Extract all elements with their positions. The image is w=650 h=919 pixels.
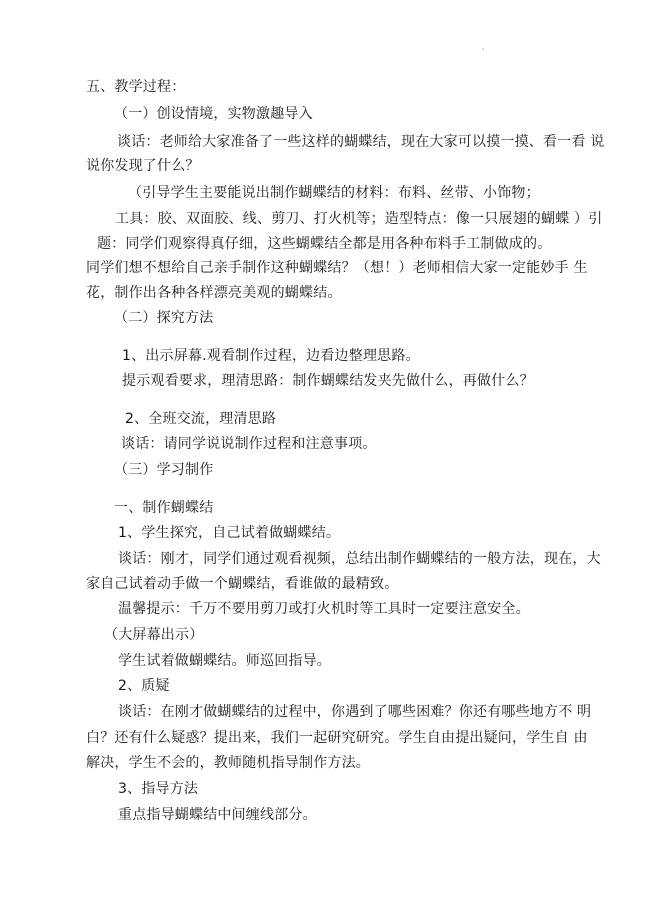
paragraph-line: 谈话：老师给大家准备了一些这样的蝴蝶结，现在大家可以摸一摸、看一看 说 bbox=[117, 134, 605, 150]
paragraph-line: 3、指导方法 bbox=[118, 781, 199, 797]
paragraph-line: 2、质疑 bbox=[118, 678, 170, 694]
paragraph-line: 说你发现了什么？ bbox=[86, 158, 200, 174]
paragraph-line: 家自己试着动手做一个蝴蝶结，看谁做的最精致。 bbox=[86, 576, 399, 592]
subsection-heading-1: （一）创设情境，实物激趣导入 bbox=[114, 106, 313, 122]
paragraph-line: 提示观看要求，理清思路：制作蝴蝶结发夹先做什么，再做什么？ bbox=[122, 373, 534, 389]
paragraph-line: 一、制作蝴蝶结 bbox=[114, 500, 214, 516]
paragraph-line: 解决，学生不会的，教师随机指导制作方法。 bbox=[86, 755, 370, 771]
paragraph-line: 重点指导蝴蝶结中间缠线部分。 bbox=[118, 807, 317, 823]
paragraph-line: 学生试着做蝴蝶结。师巡回指导。 bbox=[118, 653, 331, 669]
paragraph-line: 谈话：刚才，同学们通过观看视频，总结出制作蝴蝶结的一般方法，现在，大 bbox=[118, 551, 601, 567]
paragraph-line: 题：同学们观察得真仔细，这些蝴蝶结全都是用各种布料手工制做成的。 bbox=[97, 236, 552, 252]
subsection-heading-2: （二）探究方法 bbox=[114, 310, 214, 326]
subsection-heading-3: （三）学习制作 bbox=[114, 462, 214, 478]
paragraph-line: 花，制作出各种各样漂亮美观的蝴蝶结。 bbox=[86, 285, 342, 301]
paragraph-line: （引导学生主要能说出制作蝴蝶结的材料：布料、丝带、小饰物； bbox=[128, 185, 540, 201]
speck-mark bbox=[482, 48, 484, 50]
paragraph-line: 白？还有什么疑惑？提出来，我们一起研究研究。学生自由提出疑问，学生自 由 bbox=[86, 730, 588, 746]
section-heading-teaching-process: 五、教学过程： bbox=[86, 79, 186, 95]
paragraph-line: 2、全班交流，理清思路 bbox=[125, 411, 277, 427]
paragraph-line: 温馨提示：千万不要用剪刀或打火机时等工具时一定要注意安全。 bbox=[118, 601, 530, 617]
paragraph-line: 谈话：请同学说说制作过程和注意事项。 bbox=[121, 436, 377, 452]
paragraph-line: 工具：胶、双面胶、线、剪刀、打火机等；造型特点：像一只展翅的蝴蝶 ）引 bbox=[115, 211, 603, 227]
paragraph-line: 1、出示屏幕.观看制作过程，边看边整理思路。 bbox=[122, 348, 420, 364]
paragraph-line: 同学们想不想给自己亲手制作这种蝴蝶结？（想！）老师相信大家一定能妙手 生 bbox=[86, 260, 588, 276]
paragraph-line: （大屏幕出示） bbox=[104, 627, 204, 643]
paragraph-line: 1、学生探究，自己试着做蝴蝶结。 bbox=[118, 525, 341, 541]
paragraph-line: 谈话：在刚才做蝴蝶结的过程中，你遇到了哪些困难？你还有哪些地方不 明 bbox=[118, 704, 592, 720]
